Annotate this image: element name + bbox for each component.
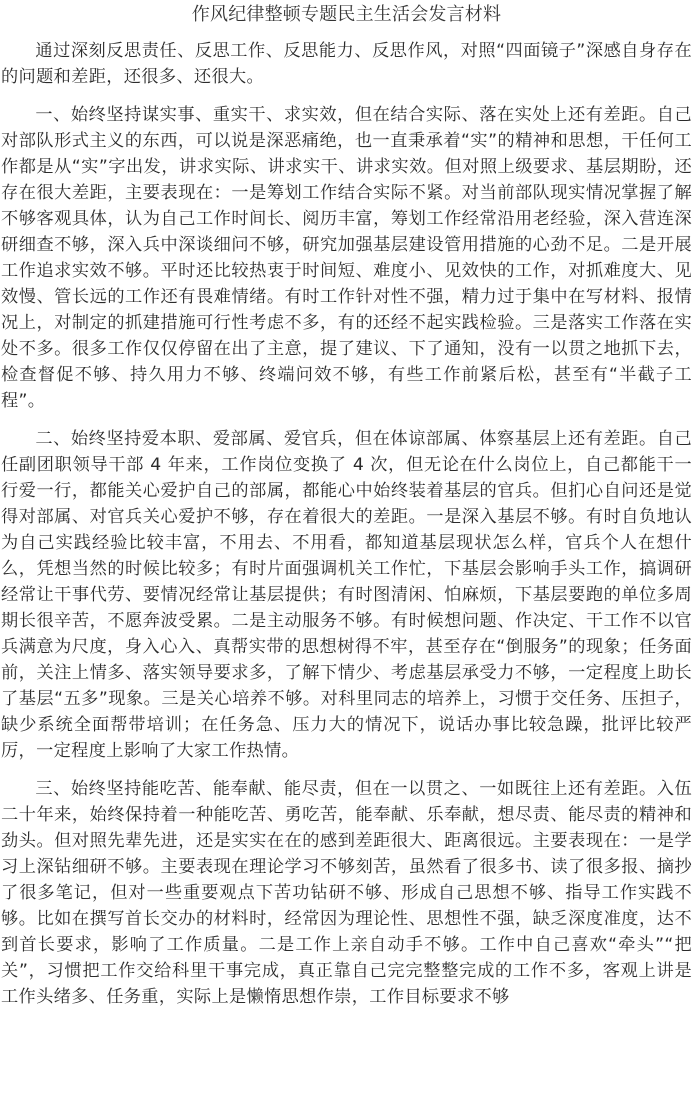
paragraph-intro: 通过深刻反思责任、反思工作、反思能力、反思作风，对照“四面镜子”深感自身存在的问题和差距，还很多、还很大。 bbox=[1, 41, 692, 87]
document-title: 作风纪律整顿专题民主生活会发言材料 bbox=[191, 4, 502, 25]
paragraph-section-two: 二、始终坚持爱本职、爱部属、爱官兵，但在体谅部属、体察基层上还有差距。自己任副团职领导干部 4 年来，工作岗位变换了 4 次，但无论在什么岗位上，自己都能干一行爱一行，都能关心爱护自己的部属，都能心中始终装着基层的官兵。但扪心自问还是觉得对部属、对官兵关心爱护不够，存在着很大的差距。一是深入基层不够。有时自负地认为自己实践经验比较丰富，不用去、不用看，都知道基层现状怎么样，官兵个人在想什么，凭想当然的时候比较多；有时片面强调机关工作忙，下基层会影响手头工作，搞调研经常让干事代劳、要情况经常让基层提供；有时图清闲、怕麻烦，下基层要跑的单位多周期长很辛苦，不愿奔波受累。二是主动服务不够。有时候想问题、作决定、干工作不以官兵满意为尺度，身入心入、真帮实带的思想树得不牢，甚至存在“倒服务”的现象；任务面前，关注上情多、落实领导要求多，了解下情少、考虑基层承受力不够，一定程度上助长了基层“五多”现象。三是关心培养不够。对科里同志的培养上，习惯于交任务、压担子，缺少系统全面帮带培训；在任务急、压力大的情况下，说话办事比较急躁，批评比较严厉，一定程度上影响了大家工作热情。 bbox=[1, 429, 692, 761]
paragraph-section-one: 一、始终坚持谋实事、重实干、求实效，但在结合实际、落在实处上还有差距。自己对部队形式主义的东西，可以说是深恶痛绝，也一直秉承着“实”的精神和思想，干任何工作都是从“实”字出发，讲求实际、讲求实干、讲求实效。但对照上级要求、基层期盼，还存在很大差距，主要表现在：一是筹划工作结合实际不紧。对当前部队现实情况掌握了解不够客观具体，认为自己工作时间长、阅历丰富，筹划工作经常沿用老经验，深入营连深研细查不够，深入兵中深谈细问不够，研究加强基层建设管用措施的心劲不足。二是开展工作追求实效不够。平时还比较热衷于时间短、难度小、见效快的工作，对抓难度大、见效慢、管长远的工作还有畏难情绪。有时工作针对性不强，精力过于集中在写材料、报情况上，对制定的抓建措施可行性考虑不多，有的还经不起实践检验。三是落实工作落在实处不多。很多工作仅仅停留在出了主意，提了建议、下了通知，没有一以贯之地抓下去，检查督促不够、持久用力不够、终端问效不够，有些工作前紧后松，甚至有“半截子工程”。 bbox=[1, 105, 692, 411]
paragraph-section-three: 三、始终坚持能吃苦、能奉献、能尽责，但在一以贯之、一如既往上还有差距。入伍二十年来，始终保持着一种能吃苦、勇吃苦，能奉献、乐奉献，想尽责、能尽责的精神和劲头。但对照先辈先进，还是实实在在的感到差距很大、距离很远。主要表现在：一是学习上深钻细研不够。主要表现在理论学习不够刻苦，虽然看了很多书、读了很多报、摘抄了很多笔记，但对一些重要观点下苦功钻研不够、形成自己思想不够、指导工作实践不够。比如在撰写首长交办的材料时，经常因为理论性、思想性不强，缺乏深度准度，达不到首长要求，影响了工作质量。二是工作上亲自动手不够。工作中自己喜欢“牵头”“把关”，习惯把工作交给科里干事完成，真正靠自己完完整整完成的工作不多，客观上讲是工作头绪多、任务重，实际上是懒惰思想作崇，工作目标要求不够 bbox=[1, 779, 692, 1007]
